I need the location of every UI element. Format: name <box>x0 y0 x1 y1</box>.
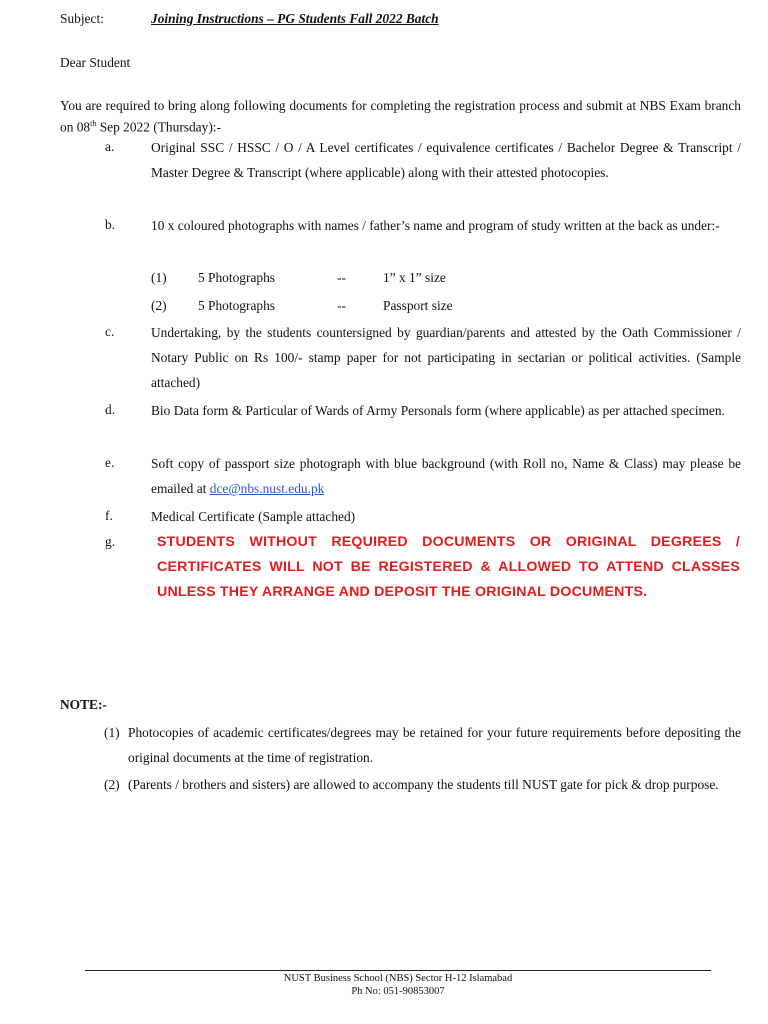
photo-row-size: 1” x 1” size <box>383 270 446 285</box>
intro-text-after: Sep 2022 (Thursday):- <box>96 119 221 135</box>
intro-text-before: You are required to bring along following documents for completing the registration process and submit at NBS Exam branch on 08 <box>60 98 741 135</box>
list-item-text: 10 x coloured photographs with names / father’s name and program of study written at the back as under:- <box>151 218 720 233</box>
photo-row-1 <box>60 270 741 290</box>
list-item-text: Original SSC / HSSC / O / A Level certificates / equivalence certificates / Bachelor Degree & Transcript / Master Degree & Transcript (where applicable) along with their attested photocopies. <box>151 140 741 180</box>
list-item-letter: b. <box>105 217 116 232</box>
footer-divider <box>85 970 711 971</box>
photo-row-number: (2) <box>151 298 167 313</box>
list-item-text: Medical Certificate (Sample attached) <box>151 509 356 524</box>
list-item-text <box>151 451 741 501</box>
greeting: Dear Student <box>60 55 131 70</box>
note-item-text: Photocopies of academic certificates/degrees may be retained for your future requirements before depositing the original documents at the time of registration. <box>128 725 741 765</box>
subject-title: Joining Instructions – PG Students Fall 2022 Batch <box>151 11 439 26</box>
photo-row-quantity: 5 Photographs <box>198 270 275 285</box>
list-item-text: Bio Data form & Particular of Wards of Army Personals form (where applicable) as per attached specimen. <box>151 403 725 418</box>
list-item-letter: f. <box>105 508 113 523</box>
note-item-number: (2) <box>104 777 120 792</box>
list-item-letter: d. <box>105 402 116 417</box>
list-item-letter: g. <box>105 534 116 549</box>
photo-row-size: Passport size <box>383 298 453 313</box>
photo-row-2 <box>60 298 741 318</box>
note-item-number: (1) <box>104 725 120 740</box>
photo-row-separator: -- <box>337 298 346 313</box>
warning-text: STUDENTS WITHOUT REQUIRED DOCUMENTS OR ORIGINAL DEGREES / CERTIFICATES WILL NOT BE REGISTERED & ALLOWED TO ATTEND CLASSES UNLESS THEY ARRANGE AND DEPOSIT THE ORIGINAL DOCUMENTS. <box>157 534 740 600</box>
note-heading: NOTE:- <box>60 697 107 712</box>
list-item-text-before: Soft copy of passport size photograph with blue background (with Roll no, Name & Class) may please be emailed at <box>151 456 741 496</box>
photo-row-quantity: 5 Photographs <box>198 298 275 313</box>
intro-paragraph <box>60 97 741 136</box>
intro-superscript: th <box>90 119 97 128</box>
photo-row-separator: -- <box>337 270 346 285</box>
footer-phone: Ph No: 051-90853007 <box>351 986 445 997</box>
list-item-letter: e. <box>105 455 115 470</box>
list-item-letter: c. <box>105 324 115 339</box>
note-item-text: (Parents / brothers and sisters) are allowed to accompany the students till NUST gate for pick & drop purpose. <box>128 777 719 792</box>
subject-label: Subject: <box>60 11 104 26</box>
email-link[interactable]: dce@nbs.nust.edu.pk <box>209 481 325 496</box>
footer-address: NUST Business School (NBS) Sector H-12 Islamabad <box>283 973 513 984</box>
list-item-letter: a. <box>105 139 115 154</box>
photo-row-number: (1) <box>151 270 167 285</box>
list-item-text: Undertaking, by the students countersigned by guardian/parents and attested by the Oath Commissioner / Notary Public on Rs 100/- stamp paper for not participating in sectarian or political activities. (Sample attached) <box>151 325 741 390</box>
